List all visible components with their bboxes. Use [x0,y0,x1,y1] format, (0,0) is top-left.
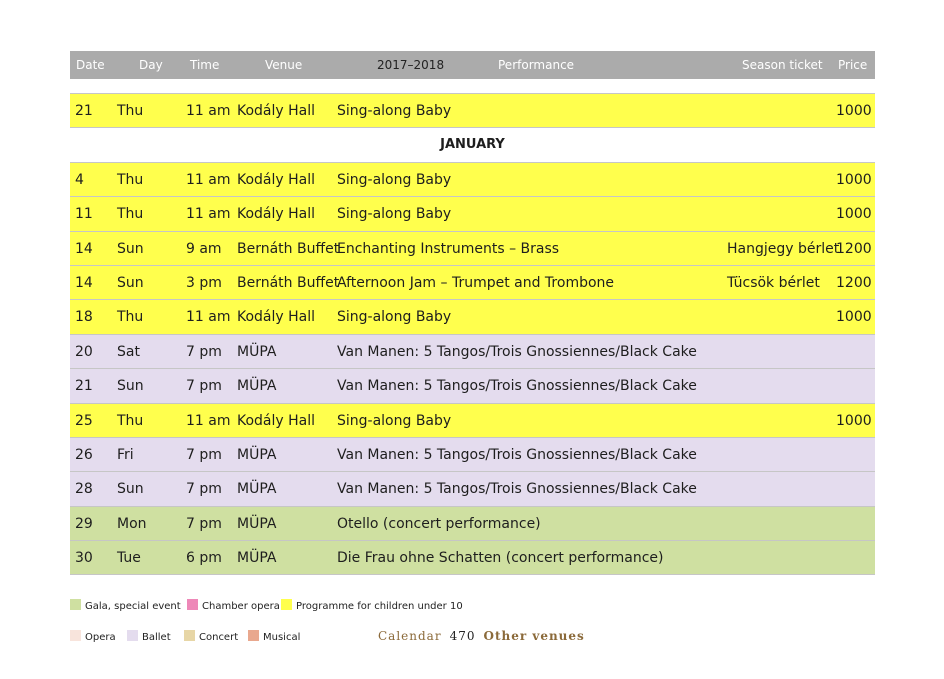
cell-venue: MÜPA [237,550,277,567]
cell-venue: MÜPA [237,515,277,532]
page-footer [378,629,585,643]
cell-performance: Sing-along Baby [337,309,452,326]
month-heading-row [70,127,875,161]
header-venue: Venue [265,58,303,72]
cell-date: 11 [75,206,93,223]
table-row [70,196,875,230]
header-date: Date [76,58,105,72]
schedule-table [70,93,875,575]
cell-date: 20 [75,343,93,360]
header-season-year: 2017–2018 [377,58,445,72]
legend-item [127,630,171,643]
cell-price: 1000 [836,309,872,326]
table-row [70,162,875,196]
legend-label: Chamber opera [202,601,280,612]
cell-venue: MÜPA [237,446,277,463]
legend-row-2 [70,630,370,644]
legend-label: Opera [85,632,116,643]
legend-swatch [70,630,81,641]
cell-day: Sun [117,240,144,257]
cell-performance: Van Manen: 5 Tangos/Trois Gnossiennes/Black Cake [337,378,697,395]
cell-venue: MÜPA [237,378,277,395]
legend-item [184,630,238,643]
cell-day: Sun [117,481,144,498]
cell-price: 1000 [836,103,872,119]
table-row [70,231,875,265]
cell-date: 26 [75,446,93,463]
cell-venue: Kodály Hall [237,412,316,429]
cell-time: 3 pm [186,274,222,291]
cell-day: Sat [117,343,140,360]
cell-day: Tue [117,550,141,567]
legend-item [248,630,300,643]
cell-day: Thu [117,103,144,119]
cell-date: 14 [75,274,93,291]
legend-label: Musical [263,632,301,643]
table-row [70,368,875,402]
cell-performance: Sing-along Baby [337,412,452,429]
cell-venue: Bernáth Buffet [237,240,340,257]
table-row [70,334,875,368]
cell-time: 7 pm [186,446,222,463]
cell-performance: Van Manen: 5 Tangos/Trois Gnossiennes/Black Cake [337,446,697,463]
cell-venue: MÜPA [237,481,277,498]
cell-day: Thu [117,206,144,223]
cell-time: 11 am [186,103,231,119]
footer-calendar: Calendar [378,629,442,643]
cell-price: 1200 [836,240,872,257]
cell-performance: Enchanting Instruments – Brass [337,240,560,257]
cell-venue: Kodály Hall [237,309,316,326]
cell-date: 30 [75,550,93,567]
legend-item [281,599,463,612]
table-row [70,265,875,299]
month-heading: JANUARY [440,137,505,153]
cell-price: 1000 [836,412,872,429]
cell-date: 18 [75,309,93,326]
legend-item [70,599,181,612]
table-row [70,403,875,437]
cell-performance: Van Manen: 5 Tangos/Trois Gnossiennes/Black Cake [337,343,697,360]
cell-date: 4 [75,171,84,188]
table-header [70,51,875,79]
cell-time: 6 pm [186,550,222,567]
cell-time: 11 am [186,206,231,223]
legend-swatch [184,630,195,641]
cell-date: 25 [75,412,93,429]
cell-time: 7 pm [186,343,222,360]
legend-swatch [127,630,138,641]
cell-day: Sun [117,274,144,291]
cell-day: Fri [117,446,134,463]
table-row [70,299,875,333]
cell-time: 7 pm [186,378,222,395]
cell-time: 11 am [186,412,231,429]
cell-performance: Sing-along Baby [337,206,452,223]
legend-label: Gala, special event [85,601,181,612]
cell-season: Hangjegy bérlet [727,240,840,257]
cell-time: 7 pm [186,515,222,532]
legend-label: Programme for children under 10 [296,601,463,612]
cell-time: 11 am [186,309,231,326]
cell-performance: Die Frau ohne Schatten (concert performance) [337,550,664,567]
legend-swatch [187,599,198,610]
cell-day: Mon [117,515,147,532]
cell-time: 7 pm [186,481,222,498]
cell-performance: Afternoon Jam – Trumpet and Trombone [337,274,615,291]
cell-venue: Kodály Hall [237,171,316,188]
page-number: 470 [449,629,476,643]
table-row [70,437,875,471]
cell-time: 9 am [186,240,222,257]
legend-label: Concert [199,632,239,643]
table-row [70,471,875,505]
header-price: Price [838,58,868,72]
header-day: Day [139,58,163,72]
cell-day: Thu [117,171,144,188]
cell-performance: Otello (concert performance) [337,515,541,532]
legend-swatch [281,599,292,610]
legend-row-1 [70,599,570,613]
footer-section: Other venues [483,629,585,643]
cell-date: 21 [75,103,93,119]
table-row [70,506,875,540]
cell-day: Sun [117,378,144,395]
cell-venue: Kodály Hall [237,206,316,223]
header-season-ticket: Season ticket [742,58,823,72]
legend-item [187,599,280,612]
cell-performance: Van Manen: 5 Tangos/Trois Gnossiennes/Black Cake [337,481,697,498]
cell-date: 29 [75,515,93,532]
cell-date: 28 [75,481,93,498]
table-row [70,540,875,574]
cell-performance: Sing-along Baby [337,171,452,188]
legend-item [70,630,116,643]
header-performance: Performance [498,58,575,72]
table-bottom-border [70,574,875,575]
cell-day: Thu [117,309,144,326]
legend-label: Ballet [142,632,171,643]
cell-date: 21 [75,378,93,395]
cell-time: 11 am [186,171,231,188]
cell-season: Tücsök bérlet [727,274,820,291]
cell-performance: Sing-along Baby [337,103,452,119]
cell-venue: MÜPA [237,343,277,360]
legend-swatch [70,599,81,610]
legend-swatch [248,630,259,641]
cell-price: 1200 [836,274,872,291]
cell-price: 1000 [836,171,872,188]
header-time: Time [190,58,220,72]
table-row [70,93,875,127]
cell-date: 14 [75,240,93,257]
cell-venue: Bernáth Buffet [237,274,340,291]
cell-day: Thu [117,412,144,429]
cell-price: 1000 [836,206,872,223]
cell-venue: Kodály Hall [237,103,316,119]
